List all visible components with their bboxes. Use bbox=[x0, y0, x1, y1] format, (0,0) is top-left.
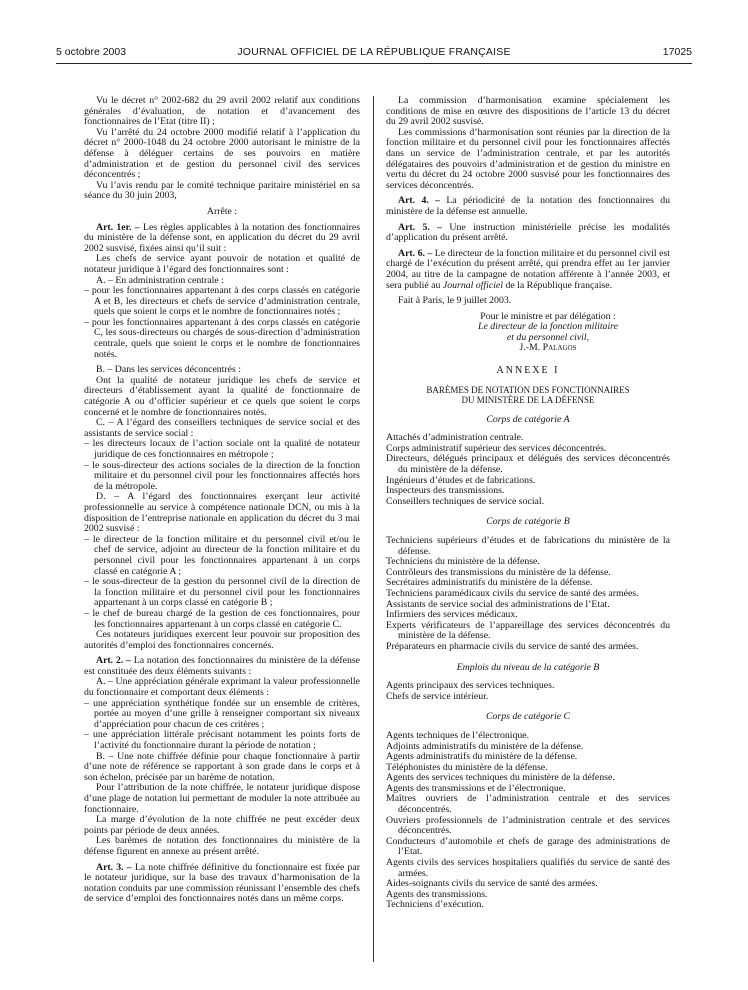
list-item: Secrétaires administratifs du ministère de la défense. bbox=[386, 577, 593, 589]
list-item: Agents civils des services hospitaliers qualifiés du service de santé des armées. bbox=[386, 857, 670, 879]
signatory-name: J.-M. Palagos bbox=[519, 342, 577, 354]
paragraph: Les barèmes de notation des fonctionnaires du ministère de la défense figurent en annexe au présent arrêté. bbox=[84, 835, 360, 857]
emplois-b-list bbox=[386, 681, 670, 702]
category-b-list bbox=[386, 536, 670, 653]
paragraph: La marge d’évolution de la note chiffrée ne peut excéder deux points par période de deux années. bbox=[84, 814, 360, 836]
article-label: Art. 1er. – bbox=[96, 221, 140, 233]
list-item: – le sous-directeur des actions sociales de la direction de la fonction militaire et du personnel civil pour les fonctionnaires affectés hors de la métropole. bbox=[84, 461, 360, 493]
category-heading: Corps de catégorie C bbox=[485, 711, 571, 723]
paragraph: Vu l’arrêté du 24 octobre 2000 modifié relatif à l’application du décret n° 2000-1048 du 24 octobre 2000 autorisant le ministre de la défense à déléguer certains de ses pouvoirs en matière d’administration et de gestion du personnel civil des services déconcentrés ; bbox=[84, 126, 360, 181]
list-item: Agents des transmissions. bbox=[386, 888, 488, 900]
list-item: Assistants de service social des administrations de l’Etat. bbox=[386, 598, 610, 610]
article-6 bbox=[386, 249, 670, 291]
list-item: Techniciens d’exécution. bbox=[386, 899, 484, 911]
annex-subtitle: BARÈMES DE NOTATION DES FONCTIONNAIRES bbox=[426, 384, 630, 395]
paragraph: Vu l’avis rendu par le comité technique paritaire ministériel en sa séance du 30 juin 2003, bbox=[84, 179, 360, 202]
section-heading: C. – A l’égard des conseillers techniques de service social et des assistants de service social : bbox=[84, 417, 360, 439]
category-heading: Corps de catégorie B bbox=[486, 516, 570, 528]
list-item: Attachés d’administration centrale. bbox=[386, 432, 524, 444]
list-item: – pour les fonctionnaires appartenant à des corps classés en catégorie A et B, les directeurs et chefs de service d’administration centrale, quels que soient le corps et le nombre de fonctionnaires notés ; bbox=[84, 286, 360, 318]
article-text: Le directeur de la fonction militaire et du personnel civil est chargé de l’exécution du présent arrêté, qui prendra effet au 1er janvier 2004, au titre de la campagne de notation afférente à l’année 2003, et sera publié au bbox=[386, 247, 671, 291]
list-item: – le sous-directeur de la gestion du personnel civil de la direction de la fonction militaire et du personnel civil pour les fonctionnaires appartenant à un corps classé en catégorie B ; bbox=[84, 577, 360, 609]
list-item: Agents techniques de l’électronique. bbox=[386, 729, 530, 741]
list-item: Conseillers techniques de service social. bbox=[386, 495, 545, 507]
paragraph: Vu le décret n° 2002-682 du 29 avril 2002 relatif aux conditions générales d’évaluation, de notation et d’avancement des fonctionnaires de l’Etat (titre II) ; bbox=[84, 95, 360, 128]
list-item: Ingénieurs d’études et de fabrications. bbox=[386, 474, 536, 486]
list-item: Techniciens supérieurs d’études et de fabrications du ministère de la défense. bbox=[386, 535, 670, 557]
list-item: Ouvriers professionnels de l’administration centrale et des services déconcentrés. bbox=[386, 814, 670, 837]
section-heading: B. – Dans les services déconcentrés : bbox=[96, 364, 242, 376]
list-item: – une appréciation littérale précisant notamment les points forts de l’activité du fonctionnaire durant la période de notation ; bbox=[84, 730, 360, 751]
list-item: Téléphonistes du ministère de la défense. bbox=[386, 761, 548, 773]
list-item: Préparateurs en pharmacie civils du service de santé des armées. bbox=[386, 640, 639, 652]
list-item: Maîtres ouvriers de l’administration centrale et des services déconcentrés. bbox=[386, 793, 670, 816]
list-item: Directeurs, délégués principaux et délégués des services déconcentrés du ministère de la défense. bbox=[386, 453, 670, 476]
section-heading: A. – En administration centrale : bbox=[96, 274, 224, 286]
signature-line: Pour le ministre et par délégation : bbox=[480, 310, 616, 322]
header-page-number: 17025 bbox=[662, 46, 692, 58]
article-label: Art. 6. – bbox=[398, 247, 433, 259]
article-text: Une instruction ministérielle précise les modalités d’application du présent arrêté. bbox=[386, 221, 670, 244]
list-item: Infirmiers des services médicaux. bbox=[386, 609, 518, 621]
category-heading: Emplois du niveau de la catégorie B bbox=[456, 661, 600, 673]
arrete-heading: Arrête : bbox=[206, 205, 238, 217]
article-label: Art. 3. – bbox=[96, 861, 132, 873]
article-label: Art. 5. – bbox=[398, 221, 443, 233]
list-item: – les directeurs locaux de l’action sociale ont la qualité de notateur juridique de ces fonctionnaires en métropole ; bbox=[84, 439, 360, 460]
list-item: Techniciens du ministère de la défense. bbox=[386, 556, 540, 568]
list-item: Inspecteurs des transmissions. bbox=[386, 485, 505, 497]
paragraph: Les commissions d’harmonisation sont réunies par la direction de la fonction militaire et du personnel civil pour les fonctionnaires affectés dans un service de l’administration centrale, et par les autorités délégataires des pouvoirs d’administration et de gestion du ministre en vertu du décret du 24 octobre 2000 susvisé pour les fonctionnaires des services déconcentrés. bbox=[386, 126, 670, 191]
list-item: Corps administratif supérieur des services déconcentrés. bbox=[386, 442, 607, 454]
paragraph: La commission d’harmonisation examine spécialement les conditions de mise en œuvre des dispositions de l’article 13 du décret du 29 avril 2002 susvisé. bbox=[386, 95, 670, 128]
signature-title: et du personnel civil, bbox=[506, 331, 590, 343]
article-text: La notation des fonctionnaires du ministère de la défense est constituée des deux éléments suivants : bbox=[84, 655, 361, 677]
signature-title: Le directeur de la fonction militaire bbox=[478, 321, 618, 333]
list-item: Contrôleurs des transmissions du ministère de la défense. bbox=[386, 566, 611, 578]
list-item: – pour les fonctionnaires appartenant à des corps classés en catégorie C, les sous-directeurs ou chargés de sous-direction d’administration centrale, quels que soient le corps et le nombre de fonctionnaires notés. bbox=[84, 318, 360, 360]
paragraph: Les chefs de service ayant pouvoir de notation et qualité de notateur juridique à l’égard des fonctionnaires sont : bbox=[84, 253, 360, 275]
list-item: Agents administratifs du ministère de la défense. bbox=[386, 751, 578, 763]
section-heading: A. – Une appréciation générale exprimant la valeur professionnelle du fonctionnaire et comportant deux éléments : bbox=[84, 676, 360, 699]
list-item: – le chef de bureau chargé de la gestion de ces fonctionnaires, pour les fonctionnaires appartenant à un corps classé en catégorie C. bbox=[84, 609, 360, 630]
category-heading: Corps de catégorie A bbox=[486, 413, 570, 425]
annex-subtitle: DU MINISTÈRE DE LA DÉFENSE bbox=[461, 394, 595, 405]
left-column bbox=[84, 96, 360, 905]
list-item: – une appréciation synthétique fondée sur un ensemble de critères, portée au moyen d’une grille à renseigner comportant six niveaux d’appréciation pour chacun de ces critères ; bbox=[84, 699, 360, 731]
journal-officiel-mention: Journal officiel bbox=[442, 279, 503, 291]
right-column bbox=[386, 96, 670, 911]
category-c-list bbox=[386, 731, 670, 911]
header-journal-title: JOURNAL OFFICIEL DE LA RÉPUBLIQUE FRANÇAISE bbox=[237, 46, 511, 58]
paragraph: Pour l’attribution de la note chiffrée, le notateur juridique dispose d’une plage de notation lui permettant de moduler la note attribuée au fonctionnaire. bbox=[84, 782, 360, 815]
article-label: Art. 2. – bbox=[96, 655, 131, 667]
section-heading: B. – Une note chiffrée définie pour chaque fonctionnaire à partir d’une note de référence se rapportant à son grade dans le corps et à son échelon, précisée par un barème de notation. bbox=[84, 750, 360, 783]
article-4 bbox=[386, 196, 670, 217]
paragraph: Ont la qualité de notateur juridique les chefs de service et directeurs d’établissement ayant la qualité de fonctionnaire de catégorie A ou d’officier supérieur et ce quels que soient le corps concerné et le nombre de fonctionnaires notés. bbox=[84, 374, 360, 418]
list-item: – le directeur de la fonction militaire et du personnel civil et/ou le chef de service, adjoint au directeur de la fonction militaire et du personnel civil pour les fonctionnaires appartenant à un corps classé en catégorie A ; bbox=[84, 535, 360, 577]
category-a-list bbox=[386, 433, 670, 507]
article-3 bbox=[84, 863, 360, 905]
article-1 bbox=[84, 223, 360, 255]
article-5 bbox=[386, 223, 670, 244]
page-header bbox=[56, 46, 692, 60]
list-item: Aides-soignants civils du service de santé des armées. bbox=[386, 878, 598, 890]
header-date: 5 octobre 2003 bbox=[56, 46, 127, 58]
section-heading: D. – A l’égard des fonctionnaires exerçant leur activité professionnelle au service à compétence nationale DCN, ou mis à la disposition de l’entreprise nationale en application du décret du 3 mai 2002 susvisé : bbox=[84, 491, 360, 535]
article-text: Les règles applicables à la notation des fonctionnaires du ministère de la défense sont, en application du décret du 29 avril 2002 susvisé, fixées ainsi qu’il suit : bbox=[84, 221, 361, 254]
article-2 bbox=[84, 656, 360, 677]
annex-title: ANNEXE I bbox=[496, 365, 560, 377]
article-label: Art. 4. – bbox=[398, 195, 440, 207]
article-text: de la République française. bbox=[503, 279, 613, 291]
list-item: Agents des services techniques du ministère de la défense. bbox=[386, 772, 615, 784]
list-item: Techniciens paramédicaux civils du service de santé des armées. bbox=[386, 587, 639, 599]
list-item: Conducteurs d’automobile et chefs de garage des administrations de l’Etat. bbox=[386, 835, 670, 858]
signature-date: Fait à Paris, le 9 juillet 2003. bbox=[398, 295, 512, 307]
column-separator bbox=[373, 96, 374, 962]
header-rule bbox=[56, 63, 692, 64]
list-item: Experts vérificateurs de l’appareillage des services déconcentrés du ministère de la défense. bbox=[386, 619, 670, 642]
paragraph: Ces notateurs juridiques exercent leur pouvoir sur proposition des autorités d’emploi des fonctionnaires concernés. bbox=[84, 629, 360, 651]
list-item: Adjoints administratifs du ministère de la défense. bbox=[386, 740, 584, 752]
article-text: La périodicité de la notation des fonctionnaires du ministère de la défense est annuelle. bbox=[386, 195, 670, 217]
list-item: Agents principaux des services techniques. bbox=[386, 680, 555, 692]
list-item: Agents des transmissions et de l’électronique. bbox=[386, 782, 566, 794]
list-item: Chefs de service intérieur. bbox=[386, 690, 489, 702]
article-text: La note chiffrée définitive du fonctionnaire est fixée par le notateur juridique, sur la base des travaux d’harmonisation de la notation conduits par une commission réunissant l’ensemble des chefs de service d’emploi des fonctionnaires notés dans un même corps. bbox=[84, 861, 361, 905]
